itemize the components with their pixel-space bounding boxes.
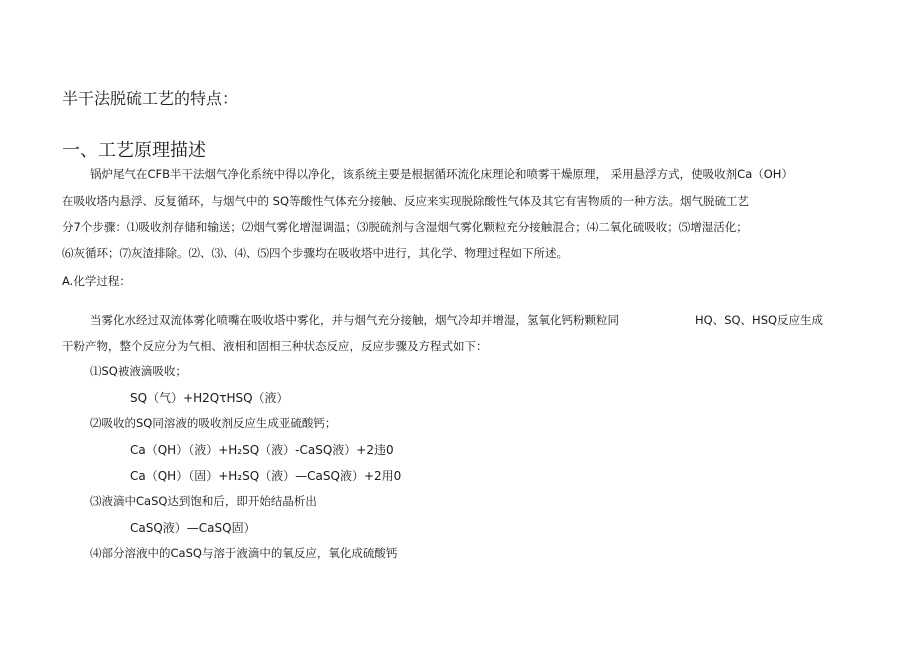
step-label: ⑵吸收的SQ同溶液的吸收剂反应生成亚硫酸钙； bbox=[90, 416, 337, 430]
equation: SQ（气）+H2QτHSQ（液） bbox=[130, 391, 289, 405]
paragraph-line: 干粉产物，整个反应分为气相、液相和固相三种状态反应，反应步骤及方程式如下： bbox=[62, 339, 488, 353]
equation: Ca（QH）（液）+H₂SQ（液）-CaSQ液）+2违0 bbox=[130, 443, 394, 457]
document-title: 半干法脱硫工艺的特点： bbox=[62, 89, 239, 108]
section-heading: 一、工艺原理描述 bbox=[62, 140, 206, 161]
paragraph-line: ⑹灰循环；⑺灰渣排除。⑵、⑶、⑷、⑸四个步骤均在吸收塔中进行，其化学、物理过程如下所述。 bbox=[62, 246, 568, 260]
paragraph-line: 当雾化水经过双流体雾化喷嘴在吸收塔中雾化，并与烟气充分接触，烟气冷却并增湿，氢氧化钙粉颗粒同 bbox=[90, 313, 619, 327]
paragraph-line: HQ、SQ、HSQ反应生成 bbox=[695, 313, 824, 327]
subsection-heading: A.化学过程： bbox=[62, 274, 131, 288]
equation: Ca（QH）（固）+H₂SQ（液）—CaSQ液）+2用0 bbox=[130, 469, 402, 483]
step-label: ⑷部分溶液中的CaSQ与溶于液滴中的氧反应，氧化成硫酸钙 bbox=[90, 546, 398, 560]
paragraph-line: 在吸收塔内悬浮、反复循环，与烟气中的 SQ等酸性气体充分接触、反应来实现脱除酸性气体及其它有害物质的一种方法。烟气脱硫工艺 bbox=[62, 194, 749, 208]
step-label: ⑴SQ被液滴吸收； bbox=[90, 364, 187, 378]
equation: CaSQ液）—CaSQ固） bbox=[130, 521, 256, 535]
paragraph-line: 锅炉尾气在CFB半干法烟气净化系统中得以净化，该系统主要是根据循环流化床理论和喷雾干燥原理， 采用悬浮方式，使吸收剂Ca（OH） bbox=[90, 167, 793, 181]
paragraph-line: 分7个步骤：⑴吸收剂存储和输送；⑵烟气雾化增湿调温；⑶脱硫剂与含湿烟气雾化颗粒充分接触混合；⑷二氧化硫吸收；⑸增湿活化； bbox=[62, 220, 748, 234]
step-label: ⑶液滴中CaSQ达到饱和后，即开始结晶析出 bbox=[90, 494, 317, 508]
